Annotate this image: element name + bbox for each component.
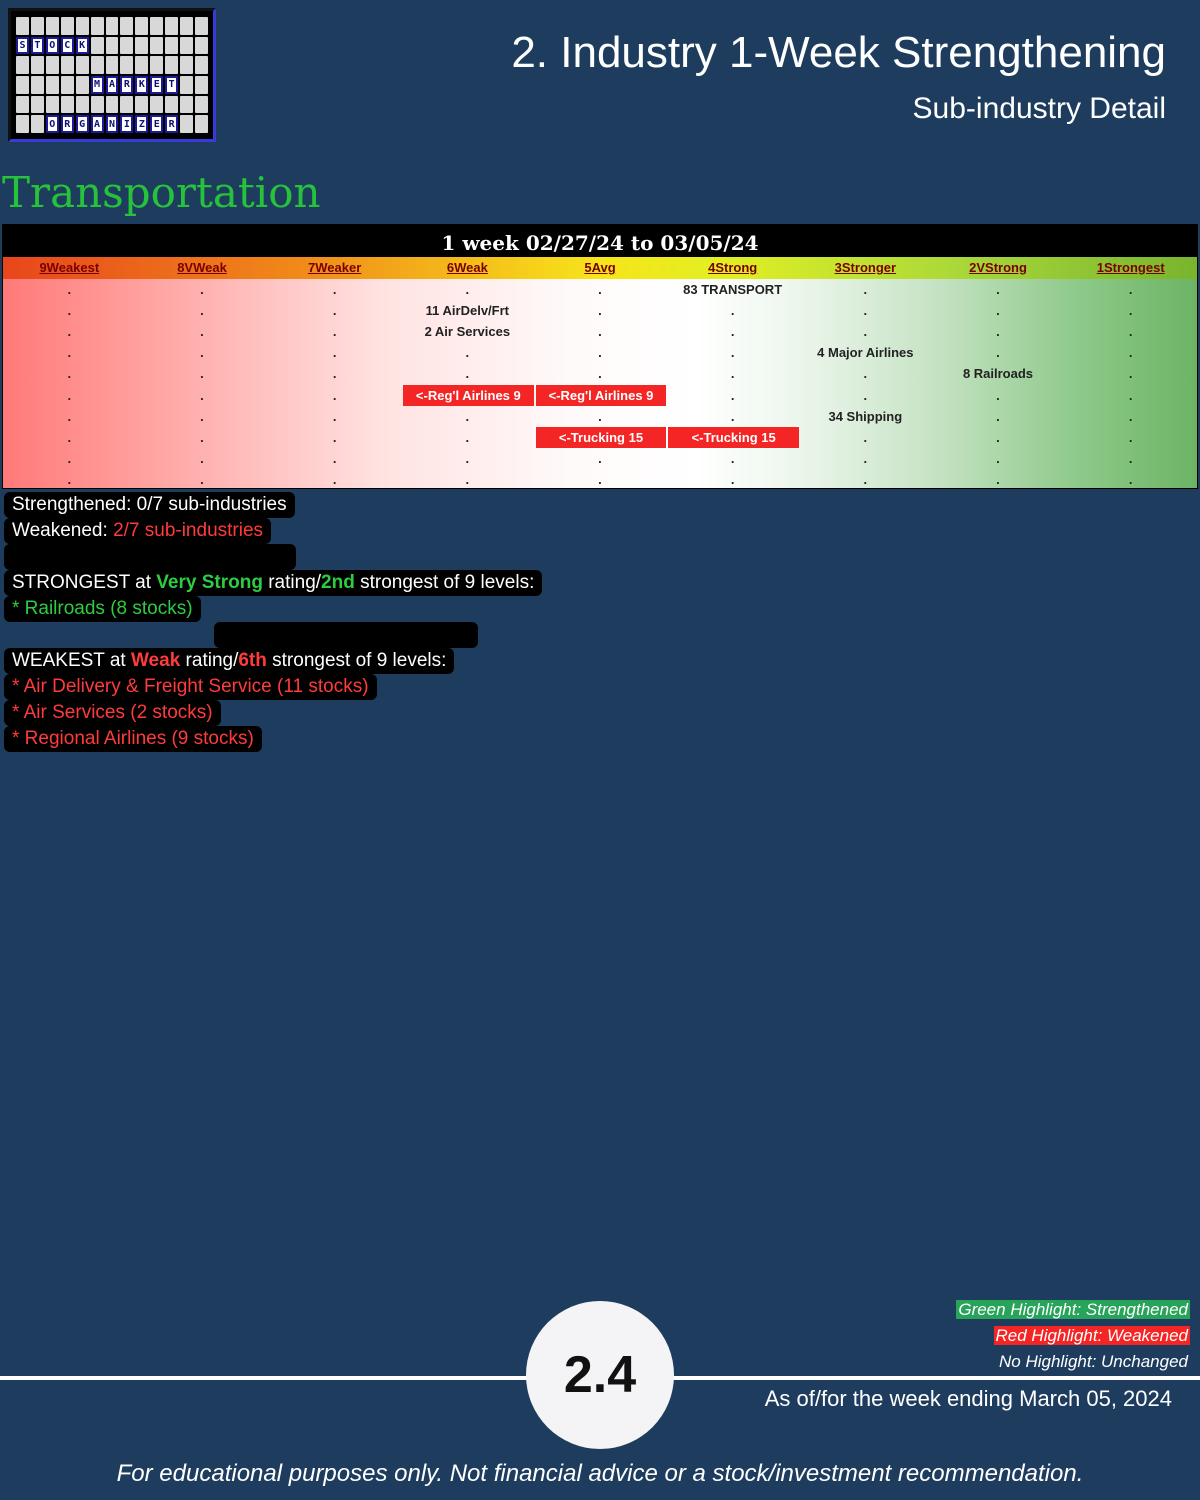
logo-cell: I (120, 115, 133, 133)
logo-cell (106, 56, 119, 74)
grid-entry: 2 Air Services (424, 324, 511, 340)
grid-entry: <-Trucking 15 (668, 427, 799, 448)
grid-empty-marker: . (598, 324, 602, 340)
logo-cell (150, 96, 163, 114)
grid-entry: 4 Major Airlines (817, 345, 914, 361)
grid-empty-marker: . (332, 303, 337, 319)
logo-cell (120, 56, 133, 74)
logo-cell (135, 96, 148, 114)
logo-cell (91, 96, 104, 114)
logo-cell: A (106, 76, 119, 94)
grid-empty-marker: . (863, 387, 868, 403)
legend-green: Green Highlight: Strengthened (958, 1300, 1188, 1319)
grid-empty-marker: . (996, 450, 1000, 466)
weakest-summary (4, 648, 454, 752)
logo-cell (150, 17, 163, 35)
strongest-item: * Railroads (8 stocks) (4, 596, 201, 622)
column-header: 5Avg (584, 260, 616, 275)
grid-empty-marker: . (598, 345, 602, 361)
grid-empty-marker: . (598, 366, 602, 382)
grid-empty-marker: . (598, 408, 602, 424)
grid-empty-marker: . (1128, 303, 1133, 319)
disclaimer: For educational purposes only. Not financial advice or a stock/investment recommendation. (116, 1460, 1084, 1487)
grid-entry: <-Reg'l Airlines 9 (536, 385, 667, 406)
grid-empty-marker: . (996, 324, 1000, 340)
logo-cell (150, 37, 163, 55)
grid-entry: 34 Shipping (828, 408, 903, 424)
logo-cell (165, 37, 178, 55)
logo-cell (76, 76, 89, 94)
logo-cell (195, 56, 208, 74)
grid-empty-marker: . (67, 387, 72, 403)
grid-empty-marker: . (730, 387, 735, 403)
logo-cell (195, 37, 208, 55)
logo-cell (76, 56, 89, 74)
page-number-badge: 2.4 (526, 1301, 674, 1449)
logo-cell (61, 56, 74, 74)
grid-period-header: 1 week 02/27/24 to 03/05/24 (3, 225, 1197, 257)
logo-cell (31, 17, 44, 35)
logo-cell: K (135, 76, 148, 94)
grid-empty-marker: . (465, 408, 470, 424)
weakest-item: * Regional Airlines (9 stocks) (4, 726, 262, 752)
grid-empty-marker: . (332, 450, 337, 466)
grid-empty-marker: . (996, 408, 1000, 424)
logo-cell (180, 115, 193, 133)
logo-cell (180, 37, 193, 55)
logo-cell (165, 17, 178, 35)
grid-empty-marker: . (863, 324, 868, 340)
logo-cell: S (16, 37, 29, 55)
logo-cell (61, 96, 74, 114)
logo-cell (120, 37, 133, 55)
grid-empty-marker: . (67, 282, 72, 297)
grid-empty-marker: . (863, 303, 868, 319)
column-header: 2VStrong (969, 260, 1027, 275)
logo-cell (120, 96, 133, 114)
logo-cell: E (150, 115, 163, 133)
grid-empty-marker: . (200, 303, 204, 319)
logo-cell (46, 17, 59, 35)
grid-empty-marker: . (996, 282, 1000, 297)
grid-empty-marker: . (67, 324, 72, 340)
weakened-line: Weakened: 2/7 sub-industries (4, 518, 271, 544)
logo-cell (31, 56, 44, 74)
grid-empty-marker: . (67, 429, 72, 445)
grid-empty-marker: . (332, 366, 337, 382)
grid-empty-marker: . (1128, 387, 1133, 403)
logo-cell: E (150, 76, 163, 94)
grid-empty-marker: . (200, 366, 204, 382)
grid-empty-marker: . (1128, 366, 1133, 382)
grid-empty-marker: . (730, 324, 735, 340)
grid-empty-marker: . (730, 450, 735, 466)
logo-cell (31, 96, 44, 114)
logo-cell: O (46, 115, 59, 133)
column-header: 6Weak (446, 260, 488, 275)
grid-empty-marker: . (1128, 282, 1133, 297)
grid-entry: <-Trucking 15 (536, 427, 667, 448)
logo-cell (76, 17, 89, 35)
logo-cell (46, 56, 59, 74)
logo-cell: O (46, 37, 59, 55)
logo-cell (76, 96, 89, 114)
grid-empty-marker: . (332, 429, 337, 445)
logo-cell (165, 56, 178, 74)
logo-cell (180, 96, 193, 114)
grid-empty-marker: . (598, 471, 602, 487)
grid-empty-marker: . (200, 408, 204, 424)
grid-empty-marker: . (67, 408, 72, 424)
logo-cell (91, 17, 104, 35)
grid-empty-marker: . (730, 345, 735, 361)
logo-cell (61, 76, 74, 94)
grid-empty-marker: . (200, 387, 204, 403)
logo-letter-grid (16, 17, 208, 133)
logo-cell: A (91, 115, 104, 133)
grid-empty-marker: . (863, 282, 868, 297)
grid-empty-marker: . (1128, 471, 1133, 487)
logo-cell: R (61, 115, 74, 133)
logo-cell (16, 96, 29, 114)
logo-cell (16, 115, 29, 133)
logo-cell (180, 17, 193, 35)
grid-empty-marker: . (67, 303, 72, 319)
grid-empty-marker: . (200, 345, 204, 361)
strongest-summary (4, 570, 542, 648)
column-header: 9Weakest (39, 260, 100, 275)
logo-cell (195, 96, 208, 114)
logo-cell (165, 96, 178, 114)
logo-cell (16, 56, 29, 74)
logo-cell (195, 115, 208, 133)
as-of-date: As of/for the week ending March 05, 2024 (764, 1386, 1172, 1411)
logo-cell (180, 76, 193, 94)
logo-cell (195, 17, 208, 35)
logo-cell (195, 76, 208, 94)
grid-empty-marker: . (1128, 324, 1133, 340)
column-header: 1Strongest (1096, 260, 1165, 275)
grid-empty-marker: . (996, 429, 1000, 445)
grid-empty-marker: . (730, 366, 735, 382)
column-header: 7Weaker (308, 260, 362, 275)
grid-empty-marker: . (996, 345, 1000, 361)
logo-cell (16, 76, 29, 94)
grid-empty-marker: . (730, 471, 735, 487)
logo-cell (150, 56, 163, 74)
logo-cell (135, 17, 148, 35)
grid-entry: 8 Railroads (962, 366, 1034, 382)
grid-empty-marker: . (200, 324, 204, 340)
logo-cell (46, 96, 59, 114)
grid-empty-marker: . (465, 345, 470, 361)
column-header: 3Stronger (834, 260, 897, 275)
grid-empty-marker: . (1128, 450, 1133, 466)
logo-cell: T (165, 76, 178, 94)
grid-empty-marker: . (730, 303, 735, 319)
grid-empty-marker: . (67, 471, 72, 487)
logo-cell (106, 37, 119, 55)
logo-cell (91, 37, 104, 55)
grid-empty-marker: . (1128, 429, 1133, 445)
weakest-item: * Air Delivery & Freight Service (11 stocks) (4, 674, 377, 700)
grid-empty-marker: . (332, 387, 337, 403)
grid-empty-marker: . (200, 450, 204, 466)
strengthened-line: Strengthened: 0/7 sub-industries (4, 492, 295, 518)
weakest-item: * Air Services (2 stocks) (4, 700, 221, 726)
logo-cell (61, 17, 74, 35)
logo-cell: R (165, 115, 178, 133)
logo-cell (106, 96, 119, 114)
page-title: 2. Industry 1-Week Strengthening (511, 28, 1166, 77)
highlight-legend (956, 1297, 1190, 1375)
grid-empty-marker: . (730, 408, 735, 424)
logo-cell: M (91, 76, 104, 94)
logo-cell: G (76, 115, 89, 133)
weakest-heading: WEAKEST at Weak rating/6th strongest of 9 levels: (4, 648, 454, 674)
column-header: 4Strong (708, 260, 758, 275)
page-subtitle: Sub-industry Detail (912, 92, 1166, 125)
grid-empty-marker: . (996, 303, 1000, 319)
grid-empty-marker: . (863, 450, 868, 466)
logo-cell: Z (135, 115, 148, 133)
strongest-heading: STRONGEST at Very Strong rating/2nd strongest of 9 levels: (4, 570, 542, 596)
rating-grid (2, 224, 1198, 489)
grid-empty-marker: . (200, 471, 204, 487)
grid-empty-marker: . (863, 366, 868, 382)
stock-market-organizer-logo (8, 8, 216, 142)
grid-empty-marker: . (996, 471, 1000, 487)
grid-empty-marker: . (1128, 408, 1133, 424)
logo-cell (91, 56, 104, 74)
logo-cell: N (106, 115, 119, 133)
logo-cell: C (61, 37, 74, 55)
logo-cell: R (120, 76, 133, 94)
grid-empty-marker: . (465, 282, 470, 297)
logo-cell (180, 56, 193, 74)
grid-empty-marker: . (200, 429, 204, 445)
logo-cell (135, 37, 148, 55)
grid-empty-marker: . (598, 303, 602, 319)
grid-empty-marker: . (465, 450, 470, 466)
grid-empty-marker: . (598, 450, 602, 466)
grid-empty-marker: . (67, 345, 72, 361)
grid-empty-marker: . (863, 471, 868, 487)
grid-entry: 11 AirDelv/Frt (425, 303, 509, 319)
grid-body (3, 279, 1197, 489)
legend-red: Red Highlight: Weakened (995, 1326, 1188, 1345)
section-title: Transportation (2, 168, 321, 217)
grid-empty-marker: . (598, 282, 602, 297)
logo-cell (135, 56, 148, 74)
logo-cell (31, 115, 44, 133)
logo-cell (46, 76, 59, 94)
grid-empty-marker: . (465, 429, 470, 445)
grid-entry: 83 TRANSPORT (683, 282, 783, 297)
logo-cell: T (31, 37, 44, 55)
column-header: 8VWeak (177, 260, 227, 275)
grid-empty-marker: . (1128, 345, 1133, 361)
grid-column-headers (3, 257, 1197, 279)
logo-cell (16, 17, 29, 35)
grid-empty-marker: . (996, 387, 1000, 403)
logo-cell (106, 17, 119, 35)
grid-empty-marker: . (332, 324, 337, 340)
grid-empty-marker: . (67, 366, 72, 382)
grid-empty-marker: . (200, 282, 204, 297)
grid-empty-marker: . (332, 282, 337, 297)
grid-empty-marker: . (863, 429, 868, 445)
grid-entry: <-Reg'l Airlines 9 (403, 385, 534, 406)
grid-empty-marker: . (465, 366, 470, 382)
grid-empty-marker: . (332, 471, 337, 487)
logo-cell (120, 17, 133, 35)
grid-empty-marker: . (332, 408, 337, 424)
logo-cell (31, 76, 44, 94)
grid-empty-marker: . (332, 345, 337, 361)
summary-counts (4, 492, 296, 570)
legend-none: No Highlight: Unchanged (998, 1352, 1188, 1371)
grid-empty-marker: . (67, 450, 72, 466)
logo-cell: K (76, 37, 89, 55)
grid-empty-marker: . (465, 471, 470, 487)
